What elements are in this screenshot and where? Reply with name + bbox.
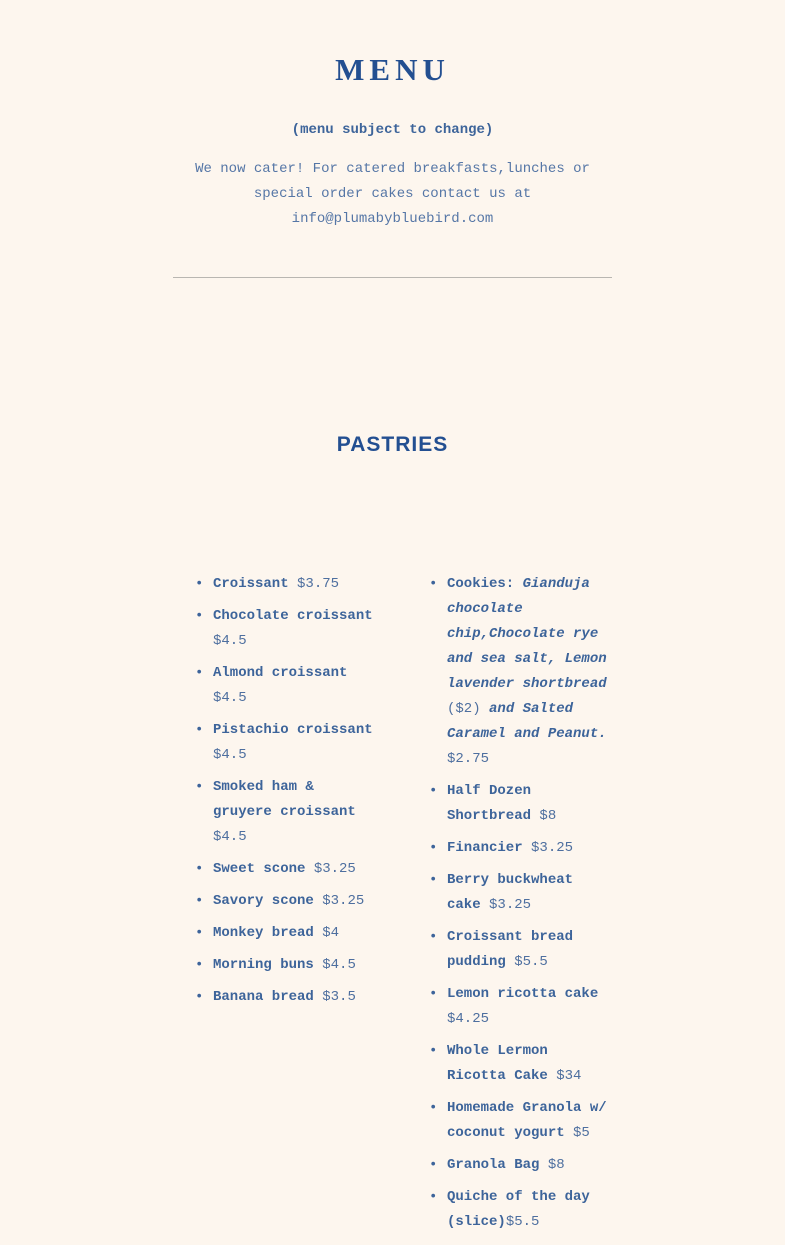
list-item	[195, 985, 375, 1010]
item-name: Croissant	[213, 576, 289, 592]
item-price: $4.25	[447, 1011, 490, 1027]
list-item-cookies	[429, 572, 611, 772]
list-item	[429, 1039, 611, 1089]
list-item	[429, 868, 611, 918]
item-price: $5.5	[514, 954, 548, 970]
item-name: Banana bread	[213, 989, 314, 1005]
item-name: Lemon ricotta cake	[447, 986, 599, 1002]
item-name: Granola Bag	[447, 1157, 540, 1173]
cookies-flavors: Gianduja chocolate chip,Chocolate rye and sea salt, Lemon lavender shortbread	[447, 576, 607, 692]
list-item	[429, 836, 611, 861]
item-name: Morning buns	[213, 957, 314, 973]
list-item	[195, 604, 375, 654]
list-item	[195, 857, 375, 882]
list-item	[195, 572, 375, 597]
item-price: $4.5	[213, 633, 247, 649]
item-price: $3.25	[531, 840, 574, 856]
item-price: $34	[556, 1068, 582, 1084]
menu-subtitle: (menu subject to change)	[291, 122, 494, 138]
item-price: $8	[547, 1157, 565, 1173]
divider	[173, 277, 612, 278]
item-name: Smoked ham & gruyere croissant	[213, 779, 356, 820]
pastries-list-left	[195, 572, 375, 1017]
item-name: Savory scone	[213, 893, 314, 909]
cookies-label: Cookies:	[447, 576, 515, 592]
item-name: Half Dozen Shortbread	[447, 783, 532, 824]
item-price: $3.25	[313, 861, 356, 877]
cookies-flavors-2: and Salted Caramel and Peanut.	[447, 701, 607, 742]
section-title-pastries: PASTRIES	[336, 433, 449, 456]
page-title: MENU	[335, 52, 450, 87]
item-price: $4.5	[322, 957, 356, 973]
cookies-price: $2.75	[447, 751, 490, 767]
item-name: Quiche of the day (slice)	[447, 1189, 590, 1230]
list-item	[195, 921, 375, 946]
item-name: Financier	[447, 840, 523, 856]
item-price: $4	[322, 925, 340, 941]
item-price: $4.5	[213, 690, 247, 706]
item-price: $3.75	[297, 576, 340, 592]
item-price: $3.5	[322, 989, 356, 1005]
item-price: $3.25	[489, 897, 532, 913]
pastries-list-right	[429, 572, 611, 1242]
item-name: Chocolate croissant	[213, 608, 373, 624]
list-item	[195, 661, 375, 711]
item-name: Homemade Granola w/ coconut yogurt	[447, 1100, 607, 1141]
list-item	[429, 1096, 611, 1146]
shortbread-price: ($2)	[447, 701, 481, 717]
item-name: Pistachio croissant	[213, 722, 373, 738]
catering-note: We now cater! For catered breakfasts,lunches or special order cakes contact us at info@plumabybluebird.com	[195, 161, 590, 227]
list-item	[429, 925, 611, 975]
list-item	[429, 779, 611, 829]
list-item	[429, 1185, 611, 1235]
list-item	[195, 775, 375, 850]
list-item	[195, 889, 375, 914]
item-price: $8	[539, 808, 557, 824]
item-name: Almond croissant	[213, 665, 348, 681]
item-price: $3.25	[322, 893, 365, 909]
item-name: Monkey bread	[213, 925, 314, 941]
item-name: Sweet scone	[213, 861, 306, 877]
list-item	[429, 1153, 611, 1178]
item-price: $5	[573, 1125, 590, 1141]
item-name: Whole Lermon Ricotta Cake	[447, 1043, 548, 1084]
item-price: $5.5	[505, 1214, 540, 1230]
item-price: $4.5	[213, 747, 247, 763]
list-item	[429, 982, 611, 1032]
item-name: Berry buckwheat cake	[447, 872, 574, 913]
list-item	[195, 953, 375, 978]
item-price: $4.5	[213, 829, 247, 845]
item-name: Croissant bread pudding	[447, 929, 574, 970]
list-item	[195, 718, 375, 768]
